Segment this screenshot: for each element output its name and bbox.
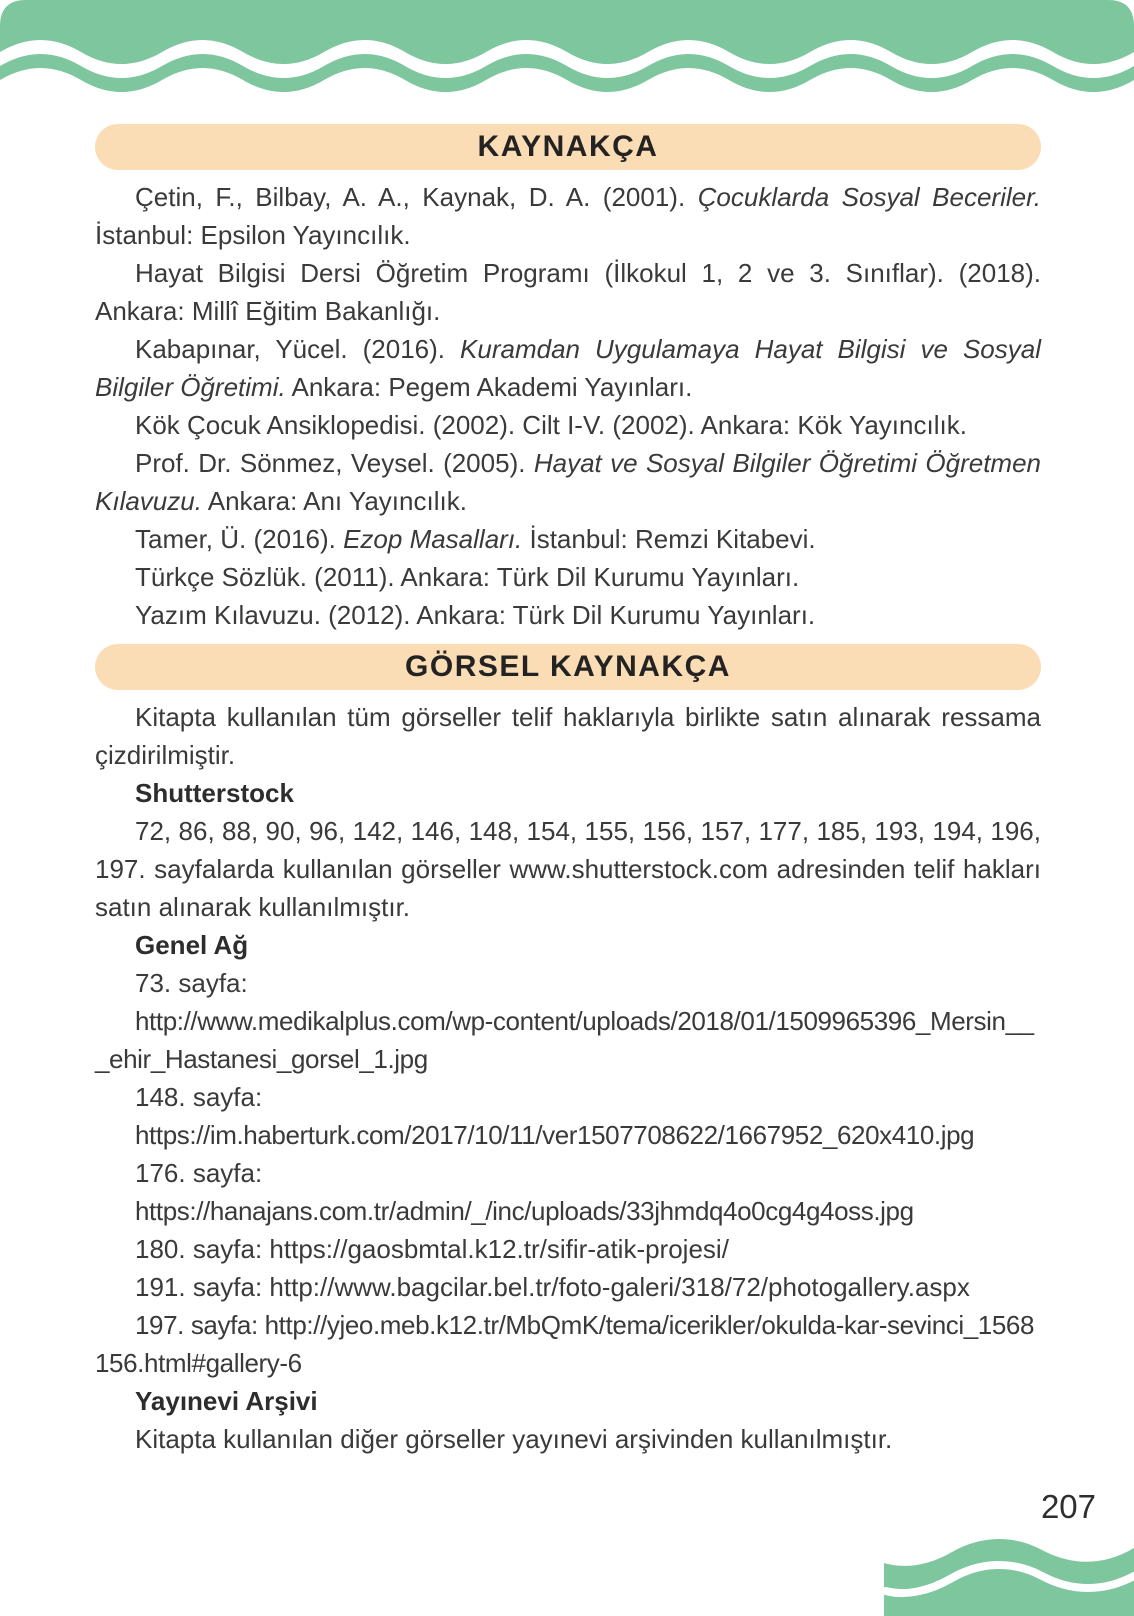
kaynakca-title-text: KAYNAKÇA — [477, 130, 659, 163]
entry-text: İstanbul: Epsilon Yayıncılık. — [95, 220, 411, 250]
source-subheading: Genel Ağ — [135, 930, 249, 960]
source-text-line: 191. sayfa: http://www.bagcilar.bel.tr/foto-galeri/318/72/photogallery.aspx — [135, 1272, 970, 1302]
source-text-line: Kitapta kullanılan tüm görseller telif haklarıyla birlikte satın alınarak ressama çizdirilmiştir. — [95, 702, 1041, 770]
bibliography-entry — [95, 406, 1041, 444]
entry-text: Türkçe Sözlük. (2011). Ankara: Türk Dil Kurumu Yayınları. — [135, 562, 800, 592]
book-title-italic: Çocuklarda Sosyal Beceriler. — [697, 182, 1041, 212]
bibliography-entry — [95, 444, 1041, 520]
source-url-line: 197. sayfa: http://yjeo.meb.k12.tr/MbQmK/tema/icerikler/okulda-kar-sevinci_1568156.html#gallery-6 — [95, 1310, 1035, 1378]
gorsel-kaynakca-section-title — [95, 644, 1041, 690]
entry-text: İstanbul: Remzi Kitabevi. — [522, 524, 816, 554]
visual-bibliography-list — [95, 698, 1041, 1458]
page-content — [95, 124, 1041, 1458]
source-text-line: 148. sayfa: — [135, 1082, 263, 1112]
bibliography-entry — [95, 254, 1041, 330]
source-text-line: 180. sayfa: https://gaosbmtal.k12.tr/sifir-atik-projesi/ — [135, 1234, 729, 1264]
page-number: 207 — [1040, 1488, 1096, 1525]
entry-text: Hayat Bilgisi Dersi Öğretim Programı (İlkokul 1, 2 ve 3. Sınıflar). (2018). Ankara: Millî Eğitim Bakanlığı. — [95, 258, 1041, 326]
bibliography-list — [95, 178, 1041, 634]
entry-text: Ankara: Anı Yayıncılık. — [201, 486, 467, 516]
book-title-italic: Kuramdan Uygulamaya Hayat Bilgisi ve Sosyal Bilgiler Öğretimi. — [95, 334, 1041, 402]
entry-text: Yazım Kılavuzu. (2012). Ankara: Türk Dil Kurumu Yayınları. — [135, 600, 816, 630]
entry-text: Kabapınar, Yücel. (2016). — [135, 334, 461, 364]
bibliography-entry — [95, 596, 1041, 634]
bibliography-entry — [95, 178, 1041, 254]
bibliography-entry — [95, 330, 1041, 406]
bottom-wave-decoration — [884, 1536, 1134, 1616]
source-text-line: Kitapta kullanılan diğer görseller yayınevi arşivinden kullanılmıştır. — [135, 1424, 893, 1454]
source-url-line: https://im.haberturk.com/2017/10/11/ver1507708622/1667952_620x410.jpg — [135, 1120, 975, 1150]
source-url-line: https://hanajans.com.tr/admin/_/inc/uploads/33jhmdq4o0cg4g4oss.jpg — [135, 1196, 914, 1226]
source-url-line: http://www.medikalplus.com/wp-content/uploads/2018/01/1509965396_Mersin___ehir_Hastanesi_gorsel_1.jpg — [95, 1006, 1034, 1074]
entry-text: Kök Çocuk Ansiklopedisi. (2002). Cilt I-V. (2002). Ankara: Kök Yayıncılık. — [135, 410, 967, 440]
source-subheading: Yayınevi Arşivi — [135, 1386, 318, 1416]
gorsel-kaynakca-title-text: GÖRSEL KAYNAKÇA — [405, 650, 731, 683]
book-title-italic: Ezop Masalları. — [343, 524, 523, 554]
entry-text: Çetin, F., Bilbay, A. A., Kaynak, D. A. (2001). — [135, 182, 698, 212]
entry-text: Tamer, Ü. (2016). — [135, 524, 344, 554]
source-text-line: 72, 86, 88, 90, 96, 142, 146, 148, 154, 155, 156, 157, 177, 185, 193, 194, 196, 197. sayfalarda kullanılan görseller www.shutterstock.com adresinden telif hakları satın alınarak kullanılmıştır. — [95, 816, 1041, 922]
book-title-italic: Hayat ve Sosyal Bilgiler Öğretimi Öğretmen Kılavuzu. — [95, 448, 1041, 516]
entry-text: Prof. Dr. Sönmez, Veysel. (2005). — [135, 448, 534, 478]
entry-text: Ankara: Pegem Akademi Yayınları. — [285, 372, 693, 402]
kaynakca-section-title — [95, 124, 1041, 170]
bibliography-entry — [95, 520, 1041, 558]
source-subheading: Shutterstock — [135, 778, 294, 808]
source-text-line: 176. sayfa: — [135, 1158, 263, 1188]
bibliography-entry — [95, 558, 1041, 596]
source-text-line: 73. sayfa: — [135, 968, 248, 998]
top-wave-decoration — [0, 0, 1134, 108]
